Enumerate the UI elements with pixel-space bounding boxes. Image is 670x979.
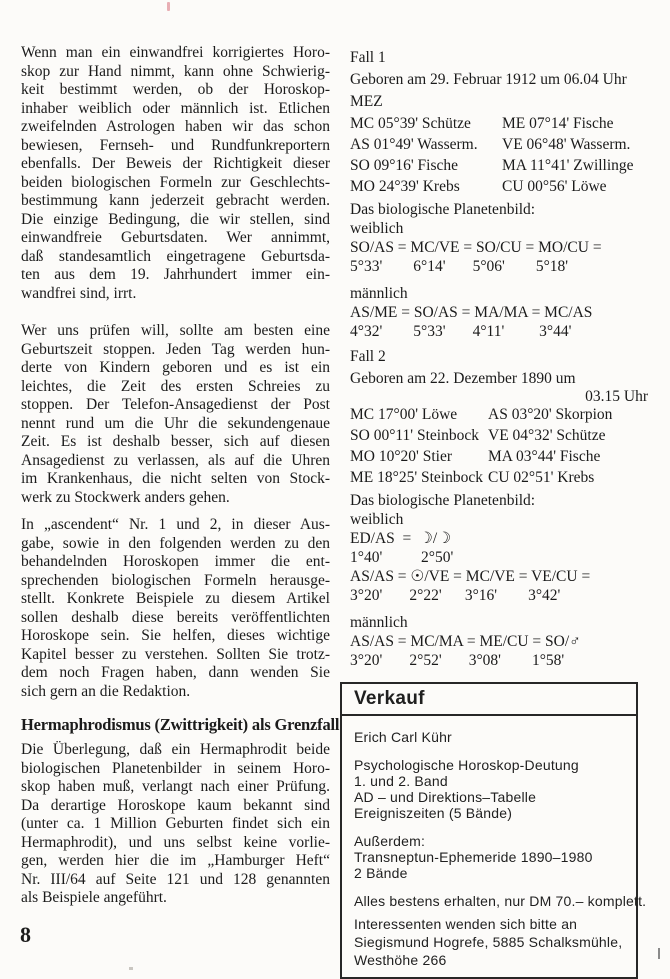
position-cell: SO 00°11' Steinbock xyxy=(350,427,479,444)
text-line: gabe, sowie in den folgenden werden zu den xyxy=(21,534,330,552)
text-line: Horoskope sein. Sie helfen, dieses wichtige xyxy=(21,627,330,644)
text-line: 2 Bände xyxy=(354,865,408,881)
text-line: Da derartige Horoskope kaum bekannt sind xyxy=(21,796,330,814)
text-line: derte von Kindern geboren und es ist ein xyxy=(21,359,330,376)
position-cell: MC 17°00' Löwe xyxy=(350,406,458,423)
text-line: Geburtszeit stoppen. Jeden Tag werden hun- xyxy=(21,340,330,358)
male-label: männlich xyxy=(350,614,408,631)
planetenbild-label: Das biologische Planetenbild: xyxy=(350,201,536,218)
text-line: leichtes, die Zeit des ersten Schreies zu xyxy=(21,377,330,395)
text-line: Siegismund Hogrefe, 5885 Schalksmühle, xyxy=(354,934,623,950)
position-cell: AS 01°49' Wasserm. xyxy=(350,136,478,153)
text-line: dem noch Fragen haben, dann wenden Sie xyxy=(21,664,330,681)
case-2-block xyxy=(350,346,662,670)
case-2-birth-time: 03.15 Uhr xyxy=(585,388,648,405)
paragraph-birth-time xyxy=(21,322,330,507)
text-line: Nr. III/64 auf Seite 121 und 128 genannten xyxy=(21,870,330,888)
text-line: skop zur Hand nimmt, kann ohne Schwierig- xyxy=(21,62,330,80)
text-line: keit bestimmt werden, ob der Horoskop- xyxy=(21,81,330,98)
sale-ad-contact xyxy=(354,915,624,969)
position-cell: VE 04°32' Schütze xyxy=(488,427,606,444)
case-1-block xyxy=(350,47,662,341)
text-line: skop haben muß, verlangt nach einer Prüfung. xyxy=(21,778,330,795)
text-line: Ansagedienst zu verlassen, als auf die Uhren xyxy=(21,451,330,469)
text-line: zweifelnden Astrologen haben wir das schon xyxy=(21,118,330,135)
text-line: sprechenden biologischen Formeln herausge- xyxy=(21,571,330,589)
case-2-title: Fall 2 xyxy=(350,348,386,365)
text-line: Wer uns prüfen will, sollte am besten eine xyxy=(21,322,330,339)
text-line: einwandfreie Geburtsdaten. Wer annimmt, xyxy=(21,229,330,246)
text-line: (unter ca. 1 Million Geburten findet sich ein xyxy=(21,815,330,832)
text-line: AD – und Direktions–Tabelle xyxy=(354,789,537,805)
position-cell: CU 00°56' Löwe xyxy=(502,178,607,195)
paragraph-intro xyxy=(21,44,330,303)
text-line: Transneptun-Ephemeride 1890–1980 xyxy=(354,849,593,865)
female-formula: AS/AS = ☉/VE = MC/VE = VE/CU = xyxy=(350,568,591,585)
sale-ad-price: Alles bestens erhalten, nur DM 70.– komplett. xyxy=(354,893,647,909)
male-label: männlich xyxy=(350,285,408,302)
position-cell: AS 03°20' Skorpion xyxy=(488,406,613,423)
case-1-positions-table xyxy=(350,113,662,197)
position-cell: CU 02°51' Krebs xyxy=(488,469,595,486)
case-1-birth-line: Geboren am 29. Februar 1912 um 06.04 Uhr xyxy=(350,71,627,88)
text-line: als Beispiele angeführt. xyxy=(21,889,167,906)
position-cell: MC 05°39' Schütze xyxy=(350,115,471,132)
text-line: daß standesamtlich eingetragene Geburtsda- xyxy=(21,247,330,265)
text-line: Wenn man ein einwandfrei korrigiertes Horo- xyxy=(21,44,330,61)
position-cell: ME 18°25' Steinbock xyxy=(350,469,483,486)
text-line: stoppen. Der Telefon-Ansagedienst der Post xyxy=(21,396,330,413)
sale-ad-extras xyxy=(354,833,624,881)
text-line: Psychologische Horoskop-Deutung xyxy=(354,757,579,773)
text-line: biologischen Planetenbilder in seinem Horo- xyxy=(21,759,330,777)
female-formula: SO/AS = MC/VE = SO/CU = MO/CU = xyxy=(350,239,602,256)
text-line: nennt rund um die Uhr die sekundengenaue xyxy=(21,414,330,432)
position-cell: ME 07°14' Fische xyxy=(502,115,614,132)
position-cell: MO 24°39' Krebs xyxy=(350,178,460,195)
sale-ad-body xyxy=(342,716,647,977)
text-line: gen, werden hier die im „Hamburger Heft“ xyxy=(21,852,330,869)
paragraph-ascendent xyxy=(21,516,330,701)
sale-ad-works xyxy=(354,757,624,821)
male-values: 3°20' 2°52' 3°08' 1°58' xyxy=(350,652,565,669)
text-line: Die einzige Bedingung, die wir stellen, sind xyxy=(21,210,330,228)
male-formula: AS/AS = MC/MA = ME/CU = SO/♂ xyxy=(350,633,581,650)
planetenbild-label: Das biologische Planetenbild: xyxy=(350,492,536,509)
page-number: 8 xyxy=(20,922,31,947)
right-column xyxy=(350,47,662,670)
text-line: bewiesen, Fernseh- und Rundfunkreportern xyxy=(21,136,330,154)
text-line: Zeit. Es ist deshalb besser, sich auf diesen xyxy=(21,433,330,450)
scan-mark-dot xyxy=(129,967,133,970)
text-line: Außerdem: xyxy=(354,833,426,849)
left-column xyxy=(21,44,340,908)
text-line: Kapitel besser zu verstehen. Sollten Sie trotz- xyxy=(21,645,330,663)
scan-mark-dash xyxy=(658,948,660,959)
text-line: ebenfalls. Der Beweis der Richtigkeit dieser xyxy=(21,155,330,172)
text-line: beiden biologischen Formeln zur Geschlechts- xyxy=(21,173,330,191)
text-line: stellt. Konkrete Beispiele zu diesem Artikel xyxy=(21,590,330,607)
text-line: Hermaphrodit), und uns selbst keine vorlie- xyxy=(21,833,330,851)
case-1-title: Fall 1 xyxy=(350,49,386,66)
position-cell: SO 09°16' Fische xyxy=(350,157,459,174)
text-line: sich gern an die Redaktion. xyxy=(21,682,191,700)
text-line: bestimmung kann jederzeit gebracht werden. xyxy=(21,192,330,209)
female-label: weiblich xyxy=(350,511,404,528)
female-values: 3°20' 2°22' 3°16' 3°42' xyxy=(350,587,561,604)
text-line: Westhöhe 266 xyxy=(354,952,447,968)
text-line: sollen deshalb diese bereits veröffentlichten xyxy=(21,608,330,626)
male-values: 4°32' 5°33' 4°11' 3°44' xyxy=(350,323,572,340)
female-values: 5°33' 6°14' 5°06' 5°18' xyxy=(350,258,569,275)
female-label: weiblich xyxy=(350,220,404,237)
section-heading: Hermaphrodismus (Zwittrigkeit) als Grenzfall xyxy=(21,715,340,734)
text-line: werk zu Stockwerk anders gehen. xyxy=(21,488,230,506)
text-line: Die Überlegung, daß ein Hermaphrodit beide xyxy=(21,741,330,758)
sale-ad-author: Erich Carl Kühr xyxy=(354,729,452,745)
text-line: Interessenten wenden sich bitte an xyxy=(354,916,578,932)
paragraph-hermaphrodismus xyxy=(21,741,330,908)
text-line: In „ascendent“ Nr. 1 und 2, in dieser Aus- xyxy=(21,516,330,533)
text-line: inhaber weiblich oder männlich ist. Etlichen xyxy=(21,99,330,117)
text-line: 1. und 2. Band xyxy=(354,773,448,789)
female-formula-moon: ED/AS = ☽/☽ xyxy=(350,530,452,547)
case-1-timezone: MEZ xyxy=(350,93,383,110)
text-line: behandelnden Horoskopen immer die ent- xyxy=(21,553,330,570)
text-line: ten aus dem 19. Jahrhundert immer ein- xyxy=(21,266,330,283)
sale-ad-header: Verkauf xyxy=(342,684,636,716)
text-line: wandfrei sind, irrt. xyxy=(21,284,137,302)
case-2-birth-line: Geboren am 22. Dezember 1890 um xyxy=(350,370,576,387)
position-cell: VE 06°48' Wasserm. xyxy=(502,136,631,153)
male-formula: AS/ME = SO/AS = MA/MA = MC/AS xyxy=(350,304,593,321)
position-cell: MO 10°20' Stier xyxy=(350,448,452,465)
text-line: im Krankenhaus, die nicht selten von Stock- xyxy=(21,470,330,487)
position-cell: MA 11°41' Zwillinge xyxy=(502,157,634,174)
case-2-positions-table xyxy=(350,404,662,488)
sale-ad-box xyxy=(340,682,647,979)
female-values-moon: 1°40' 2°50' xyxy=(350,549,454,566)
text-line: Ereigniszeiten (5 Bände) xyxy=(354,805,513,821)
scan-mark-pink xyxy=(167,2,170,11)
position-cell: MA 03°44' Fische xyxy=(488,448,601,465)
